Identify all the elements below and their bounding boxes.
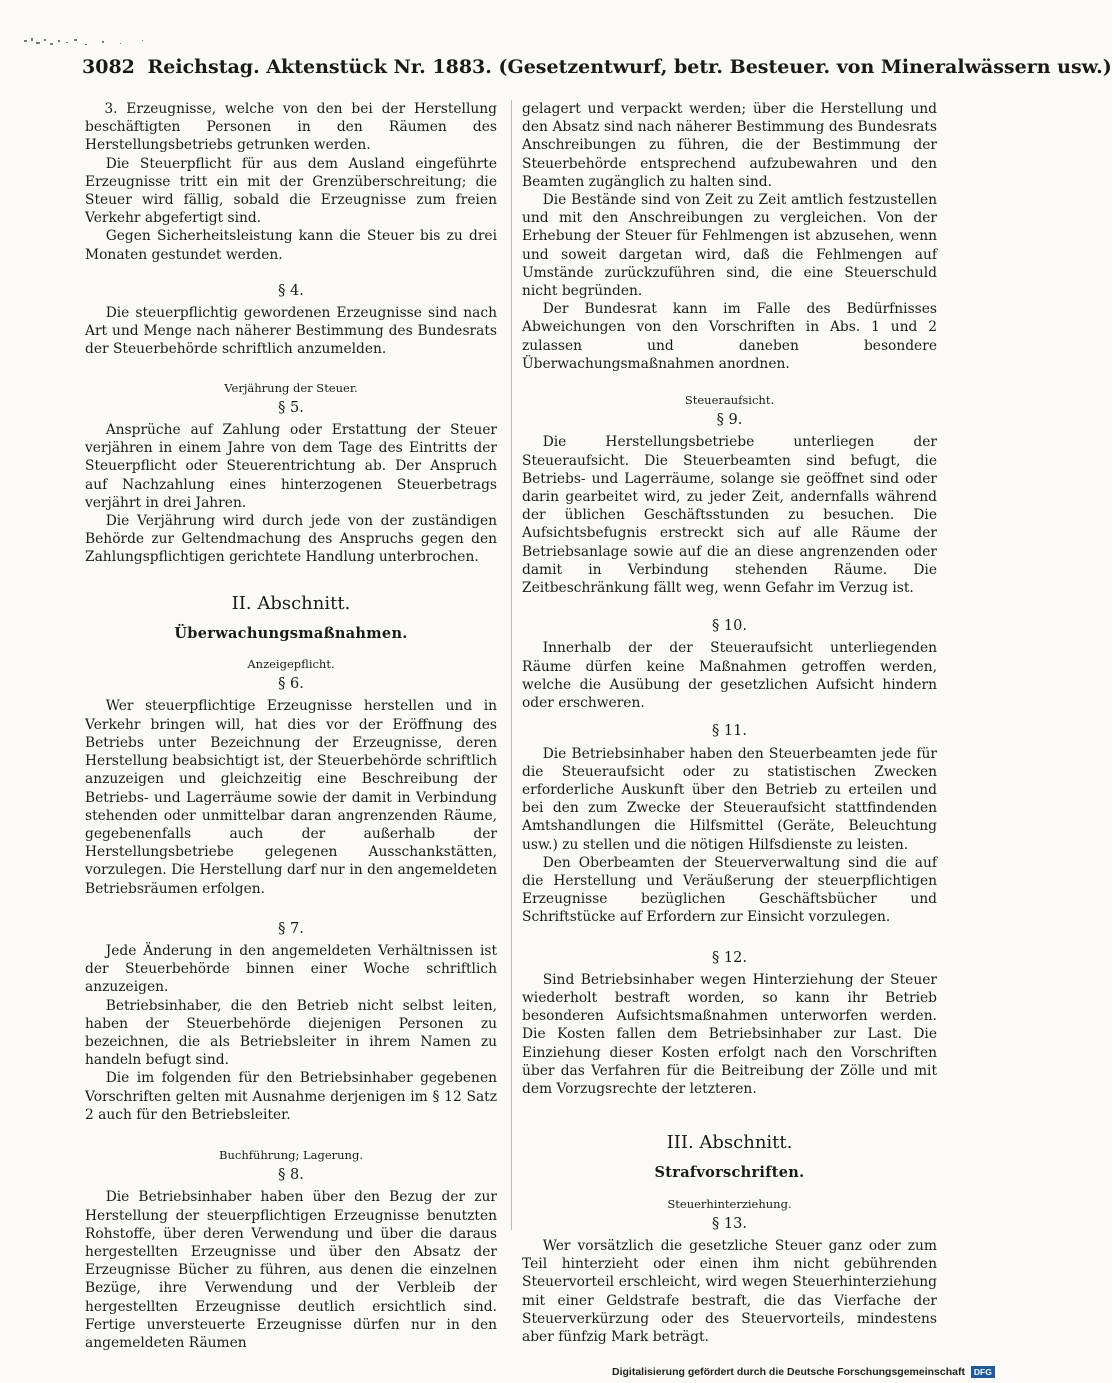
section-heading-13: § 13.: [712, 1215, 747, 1232]
section-heading-8: § 8.: [278, 1167, 304, 1184]
right-column: [522, 100, 937, 1346]
subheading-steuerhinterziehung: Steuerhinterziehung.: [667, 1196, 792, 1211]
subheading-buchfuehrung: Buchführung; Lagerung.: [219, 1147, 363, 1162]
section-heading-4: § 4.: [278, 282, 304, 299]
paragraph: Die Bestände sind von Zeit zu Zeit amtlich festzustellen und mit den Anschreibungen zu vergleichen. Von der Erhebung der Steuer für Fehlmengen ist abzusehen, wenn und soweit dargetan wird, daß die Fehlmengen auf Umstände zurückzuführen sind, die eine Steuerschuld nicht begründen.: [522, 192, 937, 300]
item-3: 3. Erzeugnisse, welche von den bei der Herstellung beschäftigten Personen in den Räumen des Herstellungsbetriebs getrunken werden.: [85, 101, 497, 154]
chapter-heading-3: III. Abschnitt.: [666, 1132, 793, 1154]
paragraph: Der Bundesrat kann im Falle des Bedürfnisses Abweichungen von den Vorschriften in Abs. 1 und 2 zulassen und daneben besondere Überwachungsmaßnahmen anordnen.: [522, 301, 937, 372]
paragraph-continued: gelagert und verpackt werden; über die Herstellung und den Absatz sind nach näherer Bestimmung des Bundesrats Anschreibungen zu führen, die der Bestimmung der Steuerbehörde entsprechend aufzubewahren und den Beamten zugänglich zu halten sind.: [522, 101, 937, 190]
paragraph: Die im folgenden für den Betriebsinhaber gegebenen Vorschriften gelten mit Ausnahme derjenigen im § 12 Satz 2 auch für den Betriebsleiter.: [85, 1070, 497, 1123]
paragraph: Die steuerpflichtig gewordenen Erzeugnisse sind nach Art und Menge nach näherer Bestimmung des Bundesrats der Steuerbehörde schriftlich anzumelden.: [85, 305, 497, 358]
credit-text: Digitalisierung gefördert durch die Deutsche Forschungsgemeinschaft: [612, 1366, 965, 1378]
paragraph: Sind Betriebsinhaber wegen Hinterziehung der Steuer wiederholt bestraft worden, so kann ihr Betrieb besonderen Aufsichtsmaßnahmen unterworfen werden. Die Kosten fallen dem Betriebsinhaber zur Last. Die Einziehung dieser Kosten erfolgt nach den Vorschriften über das Verfahren für die Beitreibung der Zölle und mit dem Vorzugsrechte der letzteren.: [522, 971, 937, 1097]
paragraph: Die Herstellungsbetriebe unterliegen der Steueraufsicht. Die Steuerbeamten sind befugt, die Betriebs- und Lagerräume, solange sie geöffnet sind oder darin gearbeitet wird, zu jeder Zeit, andernfalls während der üblichen Geschäftsstunden zu besuchen. Die Aufsichtsbefugnis erstreckt sich auf alle Räume der Betriebsanlage sowie auf die an diese angrenzenden oder damit in Verbindung stehenden Räume. Die Zeitbeschränkung fällt weg, wenn Gefahr im Verzug ist.: [522, 434, 937, 597]
paragraph: Die Verjährung wird durch jede von der zuständigen Behörde zur Geltendmachung des Anspruchs gegen den Zahlungspflichtigen gerichtete Handlung unterbrochen.: [85, 513, 497, 566]
subheading-anzeigepflicht: Anzeigepflicht.: [247, 657, 335, 672]
paragraph: Jede Änderung in den angemeldeten Verhältnissen ist der Steuerbehörde binnen einer Woche schriftlich anzuzeigen.: [85, 942, 497, 996]
section-heading-11: § 11.: [712, 723, 747, 740]
section-heading-5: § 5.: [278, 399, 304, 416]
section-heading-10: § 10.: [712, 618, 747, 635]
scan-specks: [22, 36, 202, 52]
chapter-heading-2: II. Abschnitt.: [231, 592, 351, 614]
section-heading-6: § 6.: [278, 676, 304, 693]
chapter-title-2: Überwachungsmaßnahmen.: [174, 624, 408, 642]
section-heading-12: § 12.: [712, 949, 747, 966]
paragraph: Die Steuerpflicht für aus dem Ausland eingeführte Erzeugnisse tritt ein mit der Grenzüberschreitung; die Steuer wird fällig, sobald die Erzeugnisse zum freien Verkehr abgefertigt sind.: [85, 155, 497, 227]
paragraph: Gegen Sicherheitsleistung kann die Steuer bis zu drei Monaten gestundet werden.: [85, 228, 497, 263]
subheading-steueraufsicht: Steueraufsicht.: [684, 393, 775, 408]
paragraph: Wer steuerpflichtige Erzeugnisse herstellen und in Verkehr bringen will, hat dies vor der Eröffnung des Betriebs unter Bezeichnung der Erzeugnisse, deren Herstellung beabsichtigt ist, der Steuerbehörde schriftlich anzuzeigen und gleichzeitig eine Beschreibung der Betriebs- und Lagerräume sowie der damit in Verbindung stehenden oder unmittelbar daran angrenzenden Räume, gegebenenfalls auch der außerhalb der Herstellungsbetriebe gelegenen Ausschankstätten, vorzulegen. Die Herstellung darf nur in den angemeldeten Betriebsräumen erfolgen.: [85, 698, 497, 897]
paragraph: Innerhalb der der Steueraufsicht unterliegenden Räume dürfen keine Maßnahmen getroffen werden, welche die Ausübung der gesetzlichen Aufsicht hindern oder erschweren.: [522, 640, 937, 712]
section-heading-7: § 7.: [278, 920, 304, 937]
subheading-verjaehrung: Verjährung der Steuer.: [224, 380, 358, 395]
paragraph: Den Oberbeamten der Steuerverwaltung sind die auf die Herstellung und Veräußerung der steuerpflichtigen Erzeugnisse bezüglichen Geschäftsbücher und Schriftstücke auf Erfordern zur Einsicht vorzulegen.: [522, 854, 937, 926]
paragraph: Betriebsinhaber, die den Betrieb nicht selbst leiten, haben der Steuerbehörde diejenigen Personen zu bezeichnen, die als Betriebsleiter in ihrem Namen zu handeln befugt sind.: [85, 997, 497, 1069]
column-divider: [511, 100, 512, 1230]
page-number: 3082: [82, 56, 135, 78]
left-column: [85, 100, 497, 1352]
section-heading-9: § 9.: [716, 412, 743, 429]
paragraph: Wer vorsätzlich die gesetzliche Steuer ganz oder zum Teil hinterzieht oder einen ihm nicht gebührenden Steuervorteil erschleicht, wird wegen Steuerhinterziehung mit einer Geldstrafe bestraft, die das Vierfache der Steuerverkürzung oder des Steuervorteils, mindestens aber fünfzig Mark beträgt.: [522, 1237, 937, 1345]
paragraph: Die Betriebsinhaber haben über den Bezug der zur Herstellung der steuerpflichtigen Erzeugnisse benutzten Rohstoffe, über deren Verwendung und über die daraus hergestellten Erzeugnisse und über den Absatz der Erzeugnisse Bücher zu führen, aus denen die einzelnen Bezüge, ihre Verwendung und der Verbleib der hergestellten Erzeugnisse deutlich ersichtlich sind. Fertige unversteuerte Erzeugnisse dürfen nur in den angemeldeten Räumen: [85, 1189, 497, 1351]
running-header: [82, 56, 1112, 78]
running-title: Reichstag. Aktenstück Nr. 1883. (Gesetzentwurf, betr. Besteuer. von Mineralwässern usw.): [147, 56, 1112, 78]
paragraph: Ansprüche auf Zahlung oder Erstattung der Steuer verjähren in einem Jahre von dem Tage des Eintritts der Steuerpflicht oder Steuerentrichtung ab. Der Anspruch auf Nachzahlung eines hinterzogenen Steuerbetrags verjährt in drei Jahren.: [85, 422, 497, 511]
chapter-title-3: Strafvorschriften.: [654, 1164, 805, 1182]
paragraph: Die Betriebsinhaber haben den Steuerbeamten jede für die Steueraufsicht oder zu statistischen Zwecken erforderliche Auskunft über den Betrieb zu erteilen und bei den zum Zwecke der Steueraufsicht stattfindenden Amtshandlungen die Hilfsmittel (Geräte, Beleuchtung usw.) zu stellen und die nötigen Hilfsdienste zu leisten.: [522, 745, 937, 853]
digitization-credit: [612, 1366, 995, 1378]
dfg-logo: DFG: [971, 1366, 995, 1378]
